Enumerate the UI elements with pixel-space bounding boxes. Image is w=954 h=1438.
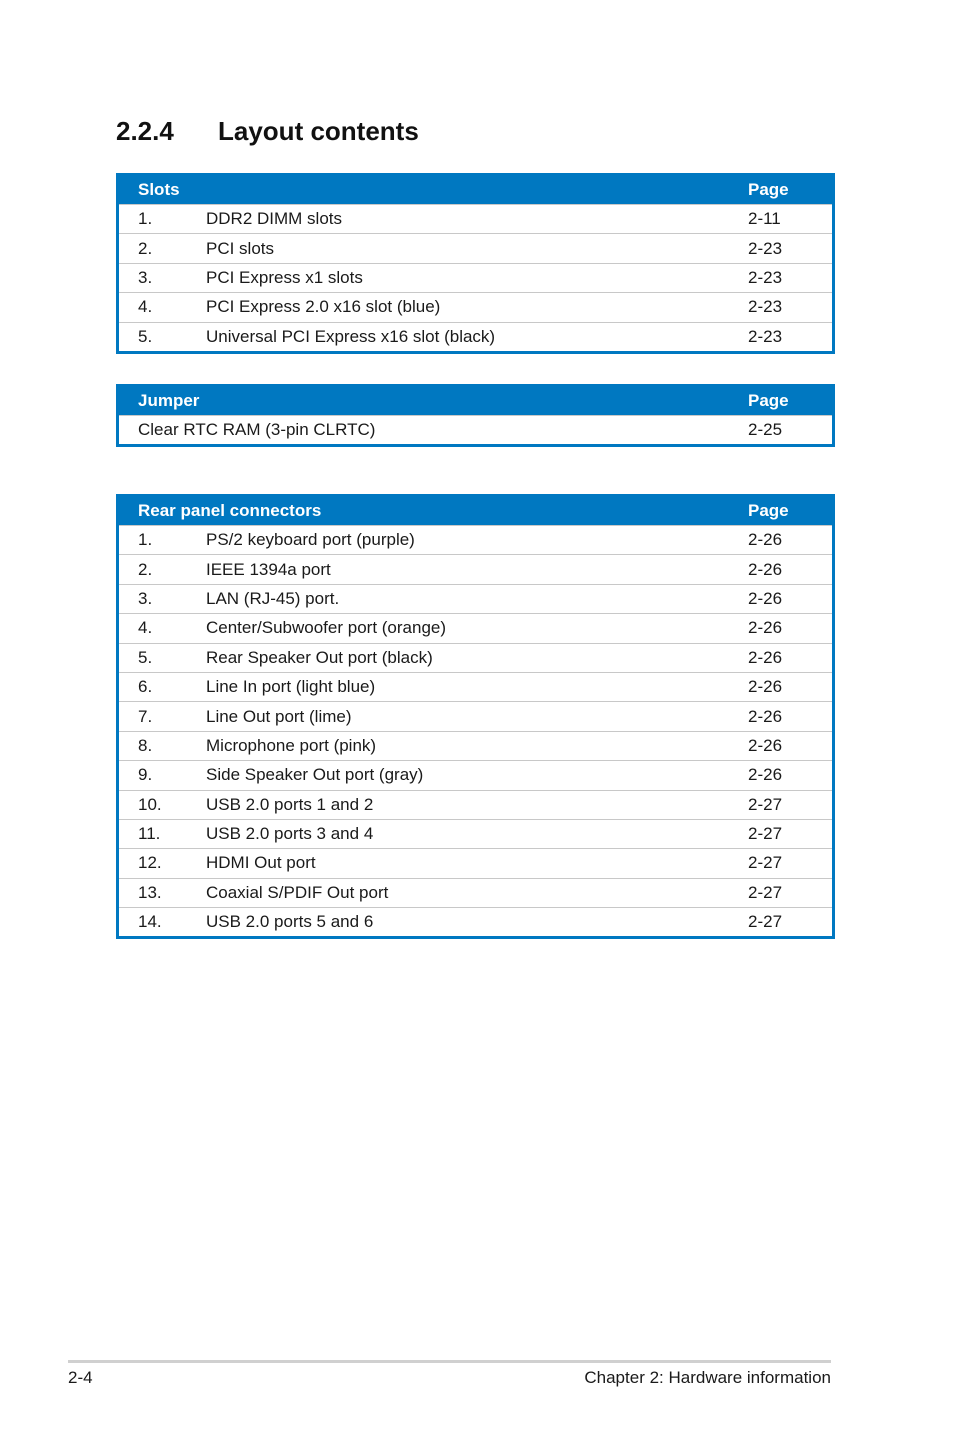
jumper-table [116,384,835,447]
rear-panel-table [116,494,835,939]
row-item: LAN (RJ-45) port. [206,588,340,608]
slots-table-header [119,176,832,204]
table-row [119,643,832,672]
row-item: Side Speaker Out port (gray) [206,765,424,785]
row-page: 2-26 [748,765,783,785]
row-page: 2-26 [748,647,783,667]
footer-chapter: Chapter 2: Hardware information [584,1368,831,1387]
row-page: 2-27 [748,882,783,902]
section-number: 2.2.4 [116,116,174,146]
row-page: 2-26 [748,677,783,697]
row-page: 2-27 [748,824,783,844]
row-item: Line In port (light blue) [206,677,376,697]
row-number: 4. [138,297,153,317]
table-row [119,731,832,760]
row-item: IEEE 1394a port [206,559,331,579]
row-page: 2-25 [748,420,783,440]
slots-header-label: Slots [138,180,180,199]
rear-table-header [119,497,832,525]
rear-header-label: Rear panel connectors [138,501,322,520]
section-heading [116,116,419,147]
row-page: 2-23 [748,297,783,317]
row-page: 2-27 [748,794,783,814]
section-title: Layout contents [218,116,419,146]
jumper-page-header: Page [748,391,789,410]
row-item: Microphone port (pink) [206,735,377,755]
row-page: 2-23 [748,238,783,258]
row-item: USB 2.0 ports 3 and 4 [206,824,374,844]
row-item: PS/2 keyboard port (purple) [206,530,415,550]
row-number: 3. [138,267,153,287]
table-row [119,292,832,321]
footer-divider [68,1360,831,1363]
row-page: 2-23 [748,326,783,346]
row-item: USB 2.0 ports 1 and 2 [206,794,374,814]
row-page: 2-26 [748,530,783,550]
row-page: 2-23 [748,267,783,287]
row-item: HDMI Out port [206,853,316,873]
jumper-header-label: Jumper [138,391,200,410]
jumper-table-header [119,387,832,415]
slots-page-header: Page [748,180,789,199]
row-number: 5. [138,647,153,667]
row-number: 4. [138,618,153,638]
table-row [119,322,832,351]
row-number: 6. [138,677,153,697]
table-row [119,584,832,613]
footer-page-number: 2-4 [68,1368,93,1387]
table-row [119,672,832,701]
row-number: 14. [138,912,162,932]
row-number: 7. [138,706,153,726]
row-number: 5. [138,326,153,346]
rear-page-header: Page [748,501,789,520]
row-item: USB 2.0 ports 5 and 6 [206,912,374,932]
row-page: 2-27 [748,853,783,873]
row-number: 1. [138,530,153,550]
row-item: Center/Subwoofer port (orange) [206,618,447,638]
row-page: 2-26 [748,735,783,755]
table-row [119,760,832,789]
row-page: 2-11 [748,209,781,229]
row-number: 12. [138,853,162,873]
row-item: PCI Express 2.0 x16 slot (blue) [206,297,441,317]
row-number: 1. [138,209,153,229]
row-number: 3. [138,588,153,608]
table-row [119,819,832,848]
row-item: Universal PCI Express x16 slot (black) [206,326,496,346]
row-page: 2-26 [748,588,783,608]
table-row [119,415,832,444]
row-page: 2-26 [748,559,783,579]
table-row [119,525,832,554]
table-row [119,907,832,936]
row-number: 8. [138,735,153,755]
row-item: Rear Speaker Out port (black) [206,647,433,667]
table-row [119,878,832,907]
table-row [119,204,832,233]
row-number: 2. [138,238,153,258]
slots-table [116,173,835,354]
row-number: 11. [138,824,161,844]
row-item: Coaxial S/PDIF Out port [206,882,389,902]
row-item: DDR2 DIMM slots [206,209,343,229]
table-row [119,263,832,292]
table-row [119,848,832,877]
table-row [119,233,832,262]
table-row [119,790,832,819]
table-row [119,554,832,583]
row-item: PCI Express x1 slots [206,267,363,287]
row-number: 13. [138,882,162,902]
table-row [119,701,832,730]
row-number: 2. [138,559,153,579]
row-number: 9. [138,765,153,785]
row-item: Line Out port (lime) [206,706,352,726]
row-number: 10. [138,794,162,814]
row-item: PCI slots [206,238,275,258]
row-page: 2-27 [748,912,783,932]
row-page: 2-26 [748,618,783,638]
table-row [119,613,832,642]
row-item: Clear RTC RAM (3-pin CLRTC) [138,420,376,440]
row-page: 2-26 [748,706,783,726]
